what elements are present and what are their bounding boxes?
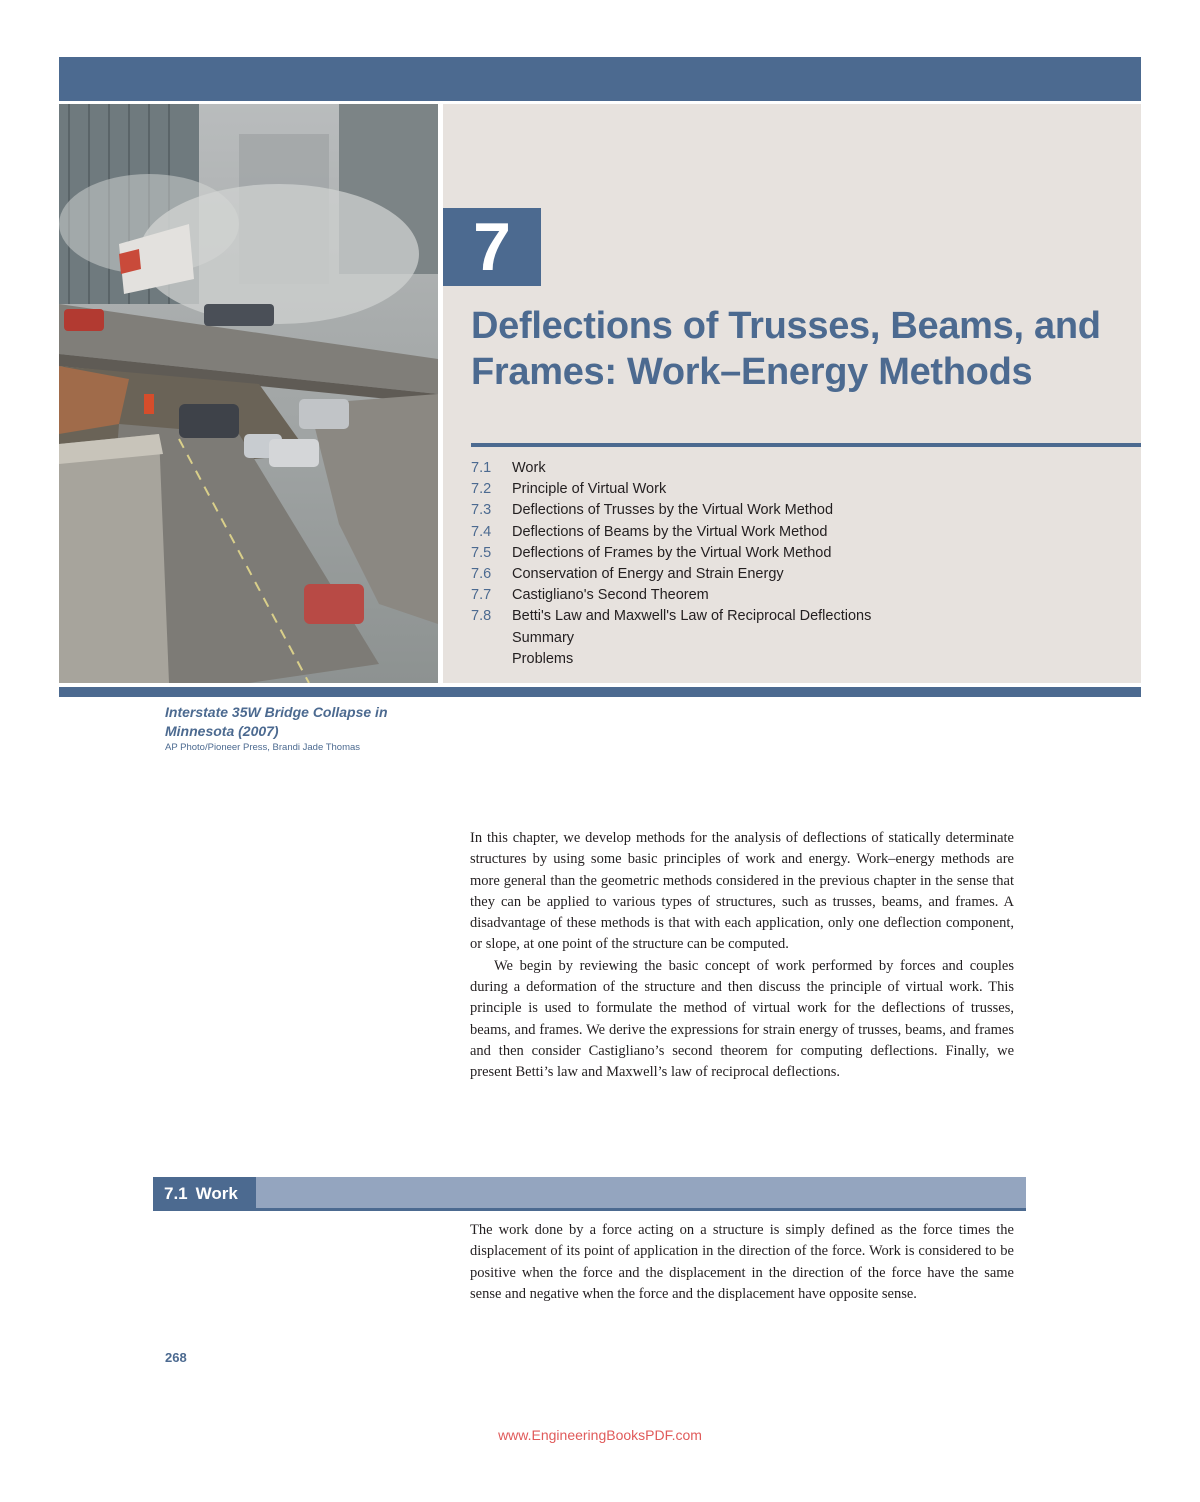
toc-item[interactable] — [471, 479, 1111, 500]
toc-label: Problems — [512, 650, 574, 667]
toc-number: 7.6 — [471, 566, 492, 583]
toc-item[interactable] — [471, 543, 1111, 564]
header-bottom-bar — [59, 687, 1141, 697]
toc-label: Principle of Virtual Work — [512, 481, 667, 498]
chapter-title: Deflections of Trusses, Beams, and Frames: Work–Energy Methods — [471, 305, 1101, 393]
toc-number: 7.1 — [471, 460, 492, 476]
toc-item[interactable] — [471, 628, 1111, 649]
footer-url-link[interactable]: www.EngineeringBooksPDF.com — [498, 1427, 702, 1443]
section-heading-bar — [153, 1177, 1026, 1211]
top-banner — [59, 57, 1141, 101]
toc-label: Conservation of Energy and Strain Energy — [512, 566, 784, 583]
toc-number — [471, 649, 512, 670]
section-paragraph: The work done by a force acting on a structure is simply defined as the force times the displacement of its point of application in the direction of the force. Work is considered to be positive when the force and the displacement in the direction of the force have the same sense and negative when the force and the displacement have opposite sense. — [470, 1222, 1014, 1302]
toc-item[interactable] — [471, 458, 1111, 479]
toc-label: Work — [512, 460, 546, 476]
toc-number: 7.2 — [471, 481, 492, 498]
toc-label: Deflections of Frames by the Virtual Work Method — [512, 544, 832, 561]
page-number: 268 — [165, 1350, 187, 1365]
chapter-contents — [471, 458, 1111, 670]
toc-number: 7.7 — [471, 587, 492, 604]
toc-item[interactable] — [471, 564, 1111, 585]
toc-number: 7.5 — [471, 544, 492, 561]
bridge-collapse-photo — [59, 104, 438, 683]
toc-label: Summary — [512, 629, 575, 646]
chapter-intro — [470, 828, 1014, 1084]
toc-item[interactable] — [471, 649, 1111, 670]
toc-number: 7.3 — [471, 502, 492, 519]
section-number: 7.1 — [164, 1184, 188, 1203]
intro-paragraph: We begin by reviewing the basic concept of work performed by forces and couples during a deformation of the structure and then discuss the principle of virtual work. This principle is used to formulate the method of virtual work for the deflections of trusses, beams, and frames. We derive the expressions for strain energy of trusses, beams, and frames and then consider Castigliano’s second theorem for computing deflections. Finally, we present Betti’s law and Maxwell’s law of reciprocal deflections. — [470, 957, 1014, 1081]
toc-label: Deflections of Trusses by the Virtual Work Method — [512, 502, 834, 519]
toc-item[interactable] — [471, 500, 1111, 521]
photo-credit: AP Photo/Pioneer Press, Brandi Jade Thomas — [165, 742, 361, 753]
intro-paragraph: In this chapter, we develop methods for the analysis of deflections of statically determinate structures by using some basic principles of work and energy. Work–energy methods are more general than the geometric methods considered in the previous chapter in the sense that they can be applied to various types of structures, such as trusses, beams, and frames. A disadvantage of these methods is that with each application, only one deflection component, or slope, at one point of the structure can be computed. — [470, 830, 1014, 953]
caption-title: Interstate 35W Bridge Collapse in Minnesota (2007) — [165, 704, 388, 739]
toc-label: Castigliano's Second Theorem — [512, 587, 709, 604]
toc-item[interactable] — [471, 606, 1111, 627]
section-heading — [153, 1177, 256, 1211]
toc-number: 7.8 — [471, 608, 492, 625]
title-divider — [471, 443, 1141, 447]
toc-item[interactable] — [471, 585, 1111, 606]
toc-number — [471, 628, 512, 649]
section-body — [470, 1220, 1014, 1305]
toc-label: Betti's Law and Maxwell's Law of Reciprocal Deflections — [512, 608, 872, 625]
toc-item[interactable] — [471, 522, 1111, 543]
section-title: Work — [195, 1184, 238, 1203]
photo-caption — [165, 703, 435, 754]
chapter-number: 7 — [443, 208, 541, 286]
toc-number: 7.4 — [471, 523, 492, 540]
toc-label: Deflections of Beams by the Virtual Work Method — [512, 523, 828, 540]
